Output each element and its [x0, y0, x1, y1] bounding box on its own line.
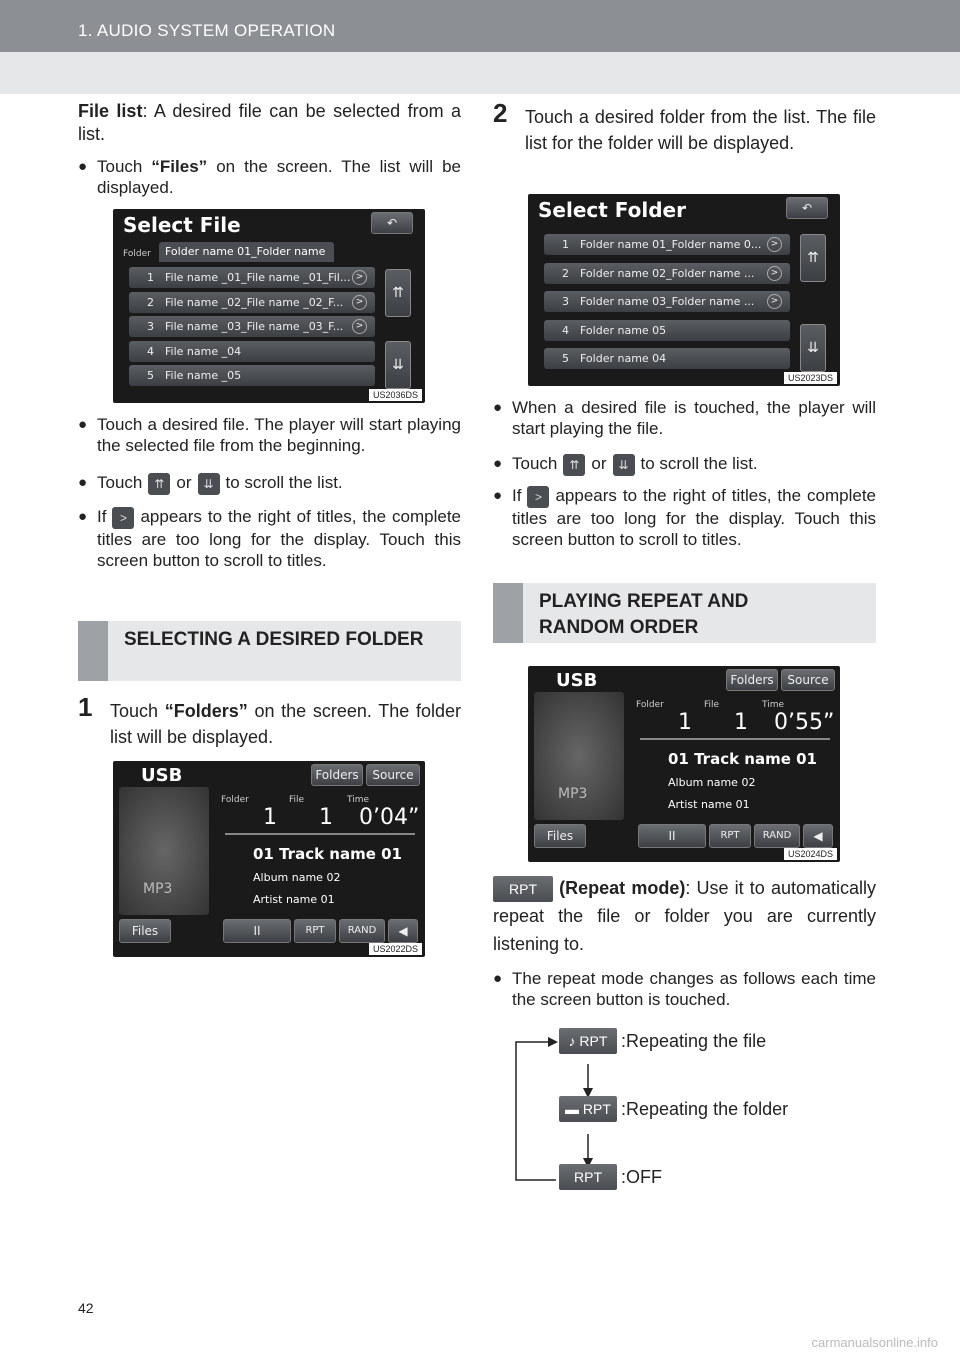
bullet-long-titles: ● If > appears to the right of titles, the complete titles are too long for the display. Touch this screen button to scroll to titles.	[78, 506, 461, 571]
files-button[interactable]: Files	[119, 919, 171, 943]
elapsed-time: 0’04”	[359, 805, 420, 830]
scroll-title-icon: >	[527, 486, 549, 508]
cycle-label: :Repeating the file	[621, 1030, 767, 1051]
back-button[interactable]: ↶	[371, 212, 413, 234]
step-2-text: 2 Touch a desired folder from the list. The file list for the folder will be displayed.	[493, 98, 876, 153]
back-button[interactable]: ↶	[786, 197, 828, 219]
screen-title: Select File	[123, 213, 241, 237]
row-number: 5	[147, 369, 154, 382]
list-row[interactable]	[129, 267, 375, 288]
list-row[interactable]	[129, 341, 375, 362]
section-selecting-folder	[78, 621, 461, 681]
artist-name: Artist name 01	[253, 893, 335, 906]
source-button[interactable]: Source	[781, 669, 835, 691]
scroll-down-icon: ⇊	[613, 454, 635, 476]
row-label: File name _01_File name _01_Fil...	[165, 271, 351, 284]
source-button[interactable]: Source	[366, 764, 420, 786]
pause-button[interactable]: II	[223, 919, 291, 943]
usb-label: USB	[141, 765, 183, 786]
folder-number: 1	[678, 710, 692, 735]
list-row[interactable]	[129, 365, 375, 386]
usb-screen-1	[113, 761, 425, 957]
row-label: Folder name 03_Folder name ...	[580, 295, 755, 308]
left-column	[78, 100, 461, 198]
track-name: 01 Track name 01	[668, 750, 817, 768]
list-row[interactable]	[544, 263, 790, 284]
row-number: 4	[562, 323, 569, 337]
folder-label: Folder	[636, 700, 664, 710]
scroll-title-icon[interactable]: >	[352, 319, 367, 334]
folder-label: Folder	[123, 249, 151, 259]
list-row[interactable]	[544, 234, 790, 255]
row-label: Folder name 01_Folder name 0...	[580, 238, 762, 251]
row-number: 2	[562, 266, 569, 280]
folder-name-tab: Folder name 01_Folder name	[159, 242, 334, 262]
row-number: 1	[147, 271, 154, 284]
repeat-mode-desc	[493, 874, 876, 1010]
progress-bar	[225, 833, 415, 835]
repeat-mode-paragraph: RPT (Repeat mode): Use it to automatically repeat the file or folder you are currently listening to.	[493, 878, 876, 955]
section-bar	[493, 583, 523, 643]
volume-button[interactable]: ◀	[388, 919, 418, 943]
folder-label: Folder	[221, 795, 249, 805]
scroll-down-button[interactable]: ⇊	[800, 324, 826, 372]
page-number: 42	[78, 1300, 94, 1316]
cycle-label: :Repeating the folder	[621, 1098, 789, 1119]
step-2	[493, 98, 876, 156]
select-folder-screen	[528, 194, 840, 386]
bullet-long-titles: ● If > appears to the right of titles, the complete titles are too long for the display. Touch this screen button to scroll to titles.	[493, 485, 876, 550]
row-number: 3	[147, 320, 154, 333]
section-heading: PLAYING REPEAT AND RANDOM ORDER	[539, 591, 749, 638]
step-1	[78, 692, 461, 750]
scroll-up-icon: ⇈	[148, 473, 170, 495]
bullet-files: ● Touch “Files” on the screen. The list will be displayed.	[78, 156, 461, 198]
progress-bar	[640, 738, 830, 740]
scroll-down-icon: ⇊	[198, 473, 220, 495]
folders-button[interactable]: Folders	[726, 669, 778, 691]
repeat-button[interactable]: RPT	[294, 919, 336, 943]
step-1-text: 1 Touch “Folders” on the screen. The folder list will be displayed.	[78, 692, 461, 747]
repeat-state-icon: RPT	[559, 1164, 617, 1190]
row-number: 3	[562, 295, 569, 308]
scroll-up-button[interactable]: ⇈	[385, 269, 411, 317]
file-label: File	[289, 795, 305, 805]
figure-code: US2023DS	[784, 372, 837, 384]
scroll-title-icon: >	[112, 507, 134, 529]
section-title: 1. AUDIO SYSTEM OPERATION	[78, 21, 336, 40]
bullet-touch-file: ● Touch a desired file. The player will start playing the selected file from the beginning.	[78, 414, 461, 456]
list-row[interactable]	[544, 320, 790, 341]
row-number: 1	[562, 238, 569, 251]
scroll-title-icon[interactable]: >	[767, 294, 782, 309]
row-label: File name _03_File name _03_F...	[165, 320, 344, 333]
pause-button[interactable]: II	[638, 824, 706, 848]
scroll-up-icon: ⇈	[563, 454, 585, 476]
time-label: Time	[762, 700, 785, 710]
scroll-title-icon[interactable]: >	[767, 266, 782, 281]
file-label: File	[704, 700, 720, 710]
page-header	[0, 0, 960, 52]
file-number: 1	[319, 805, 333, 830]
row-label: Folder name 02_Folder name ...	[580, 266, 755, 280]
artist-name: Artist name 01	[668, 798, 750, 811]
figure-code: US2036DS	[369, 389, 422, 401]
step-number: 1	[78, 692, 93, 722]
usb-screen-2	[528, 666, 840, 862]
scroll-title-icon[interactable]: >	[352, 270, 367, 285]
row-label: File name _05	[165, 369, 242, 382]
list-row[interactable]	[544, 291, 790, 312]
folder-number: 1	[263, 805, 277, 830]
row-label: File name _02_File name _02_F...	[165, 295, 344, 309]
right-bullets	[493, 397, 876, 550]
scroll-up-button[interactable]: ⇈	[800, 234, 826, 282]
file-list-intro: File list: A desired file can be selected from a list.	[78, 101, 462, 144]
list-row[interactable]	[129, 292, 375, 313]
screen-title: Select Folder	[538, 198, 686, 222]
row-label: Folder name 04	[580, 352, 667, 365]
watermark: carmanualsonline.info	[811, 1335, 938, 1350]
folders-button[interactable]: Folders	[311, 764, 363, 786]
album-name: Album name 02	[668, 776, 756, 789]
figure-code: US2022DS	[369, 943, 422, 955]
figure-code: US2024DS	[784, 848, 837, 860]
header-band	[0, 52, 960, 94]
bullet-repeat-cycle: ● The repeat mode changes as follows each time the screen button is touched.	[493, 968, 876, 1010]
row-number: 5	[562, 352, 569, 365]
row-number: 2	[147, 295, 154, 309]
repeat-state-icon: ♪ RPT	[559, 1028, 617, 1054]
bullet-scroll: ● Touch ⇈ or ⇊ to scroll the list.	[493, 451, 876, 477]
step-number: 2	[493, 98, 508, 128]
cycle-item	[559, 1096, 788, 1122]
scroll-title-icon[interactable]: >	[352, 295, 367, 310]
repeat-button[interactable]: RPT	[709, 824, 751, 848]
row-label: File name _04	[165, 344, 242, 358]
repeat-mode-icon: RPT	[493, 876, 553, 902]
scroll-title-icon[interactable]: >	[767, 237, 782, 252]
list-row[interactable]	[129, 316, 375, 337]
bullet-scroll: ● Touch ⇈ or ⇊ to scroll the list.	[78, 470, 461, 496]
volume-button[interactable]: ◀	[803, 824, 833, 848]
random-button[interactable]: RAND	[754, 824, 800, 848]
mp3-label: MP3	[558, 786, 588, 802]
section-bar	[78, 621, 108, 681]
row-label: Folder name 05	[580, 323, 667, 337]
time-label: Time	[347, 795, 370, 805]
mp3-label: MP3	[143, 881, 173, 897]
track-name: 01 Track name 01	[253, 845, 402, 863]
random-button[interactable]: RAND	[339, 919, 385, 943]
scroll-down-button[interactable]: ⇊	[385, 341, 411, 389]
cycle-label: :OFF	[621, 1166, 662, 1187]
row-number: 4	[147, 344, 154, 358]
file-number: 1	[734, 710, 748, 735]
album-name: Album name 02	[253, 871, 341, 884]
section-repeat-random	[493, 583, 876, 643]
select-file-screen	[113, 209, 425, 403]
cycle-item	[559, 1028, 766, 1054]
cycle-item	[559, 1164, 662, 1190]
section-heading: SELECTING A DESIRED FOLDER	[124, 629, 424, 650]
bullet-touch-file: ● When a desired file is touched, the player will start playing the file.	[493, 397, 876, 439]
usb-label: USB	[556, 670, 598, 691]
left-bullets	[78, 414, 461, 571]
files-button[interactable]: Files	[534, 824, 586, 848]
repeat-state-icon: ▬ RPT	[559, 1096, 617, 1122]
elapsed-time: 0’55”	[774, 710, 835, 735]
list-row[interactable]	[544, 348, 790, 369]
